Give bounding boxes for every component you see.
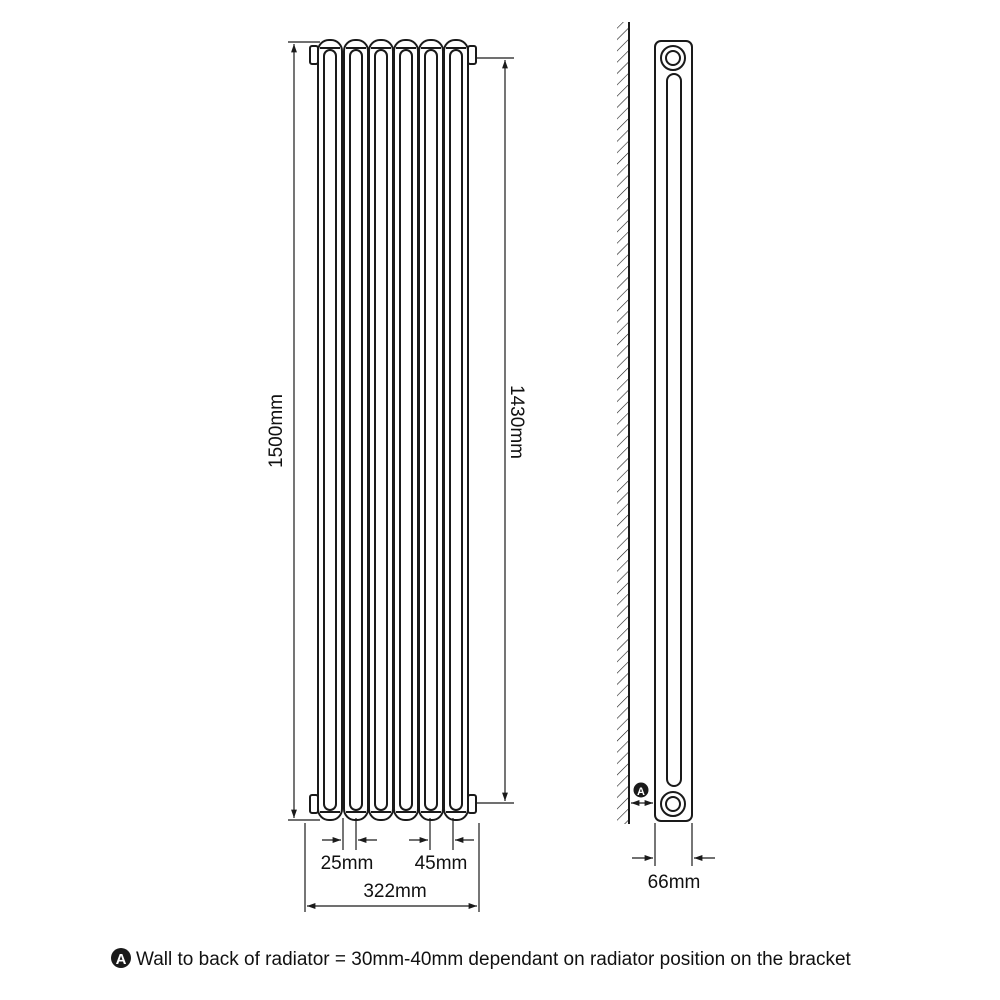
- column-width-label: 45mm: [414, 853, 468, 874]
- note-marker: A: [115, 951, 127, 968]
- left-end-cap-top: [310, 46, 318, 64]
- wall-hatching: [617, 22, 629, 824]
- overall-width-label: 322mm: [363, 881, 427, 902]
- radiator-column-3: [369, 40, 393, 820]
- front-view: [310, 40, 476, 820]
- radiator-column-6: [444, 40, 468, 820]
- left-end-cap-bottom: [310, 795, 318, 813]
- top-valve-inner: [666, 51, 680, 65]
- note-text: Wall to back of radiator = 30mm-40mm dependant on radiator position on the bracket: [136, 949, 851, 970]
- right-end-cap-top: [468, 46, 476, 64]
- radiator-column-5: [419, 40, 443, 820]
- radiator-columns: [318, 40, 468, 820]
- radiator-side-inner-slot: [667, 74, 681, 786]
- overall-height-dimension: [288, 42, 320, 820]
- depth-label: 66mm: [647, 872, 701, 893]
- pipe-centres-label: 1430mm: [506, 385, 527, 459]
- depth-dimension: [632, 823, 715, 866]
- svg-text:A: A: [637, 786, 645, 798]
- radiator-column-1: [318, 40, 342, 820]
- bottom-valve-outer: [661, 792, 685, 816]
- radiator-column-4: [394, 40, 418, 820]
- radiator-column-2: [344, 40, 368, 820]
- gap-label: 25mm: [320, 853, 374, 874]
- wall-gap-marker: [634, 783, 649, 799]
- radiator-side-body: [655, 41, 692, 821]
- bottom-valve-inner: [666, 797, 680, 811]
- overall-height-label: 1500mm: [266, 394, 287, 468]
- top-valve-outer: [661, 46, 685, 70]
- right-end-cap-bottom: [468, 795, 476, 813]
- footnote: [111, 948, 852, 970]
- side-view: [617, 22, 715, 893]
